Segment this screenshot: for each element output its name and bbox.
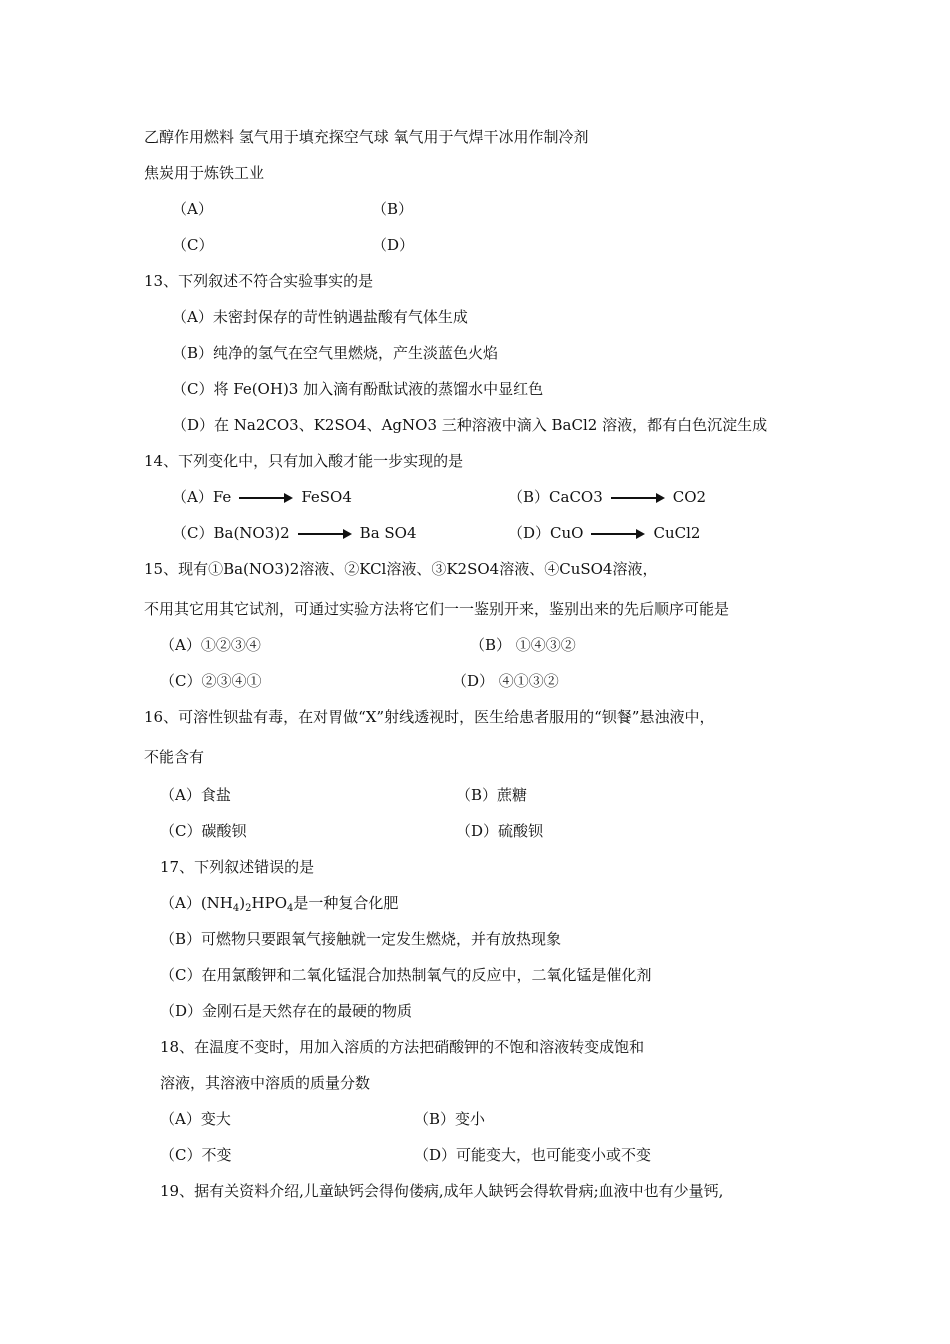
q17-stem: 17、下列叙述错误的是 xyxy=(160,858,315,876)
q12-line2: 焦炭用于炼铁工业 xyxy=(144,164,265,182)
q14-c-product: Ba SO4 xyxy=(359,524,417,542)
q14-option-a xyxy=(172,487,352,507)
q15-option-a: （A）①②③④ xyxy=(160,636,261,654)
q18-option-a: （A）变大 xyxy=(160,1110,231,1128)
q16-stem: 16、可溶性钡盐有毒，在对胃做“X”射线透视时，医生给患者服用的“钡餐”悬浊液中， xyxy=(144,708,715,726)
q18-stem-line2: 溶液，其溶液中溶质的质量分数 xyxy=(160,1074,371,1092)
q15-stem: 15、现有①Ba(NO3)2溶液、②KCl溶液、③K2SO4溶液、④CuSO4溶液， xyxy=(144,560,658,578)
q14-c-reactant: （C）Ba(NO3)2 xyxy=(172,524,290,542)
q14-stem: 14、下列变化中，只有加入酸才能一步实现的是 xyxy=(144,452,464,470)
reaction-arrow-icon xyxy=(298,529,352,539)
q14-a-product: FeSO4 xyxy=(301,488,352,506)
q15-option-c: （C）②③④① xyxy=(160,672,262,690)
q18-option-c: （C）不变 xyxy=(160,1146,232,1164)
q17-a-formula-part: ) xyxy=(239,894,246,912)
reaction-arrow-icon xyxy=(591,529,645,539)
q17-a-formula-part: HPO xyxy=(251,894,287,912)
reaction-arrow-icon xyxy=(239,493,293,503)
q18-option-d: （D）可能变大，也可能变小或不变 xyxy=(414,1146,652,1164)
q13-option-d: （D）在 Na2CO3、K2SO4、AgNO3 三种溶液中滴入 BaCl2 溶液，都有白色沉淀生成 xyxy=(172,416,768,434)
q14-option-c xyxy=(172,523,417,543)
q14-a-reactant: （A）Fe xyxy=(172,488,232,506)
q12-option-a: （A） xyxy=(172,200,213,218)
q17-a-text: 是一种复合化肥 xyxy=(293,894,399,912)
q17-a-subscript: 2 xyxy=(245,903,252,914)
q17-a-formula-part: （A）(NH xyxy=(160,894,233,912)
q12-option-c: （C） xyxy=(172,236,214,254)
q16-option-c: （C）碳酸钡 xyxy=(160,822,247,840)
q12-option-b: （B） xyxy=(372,200,414,218)
q15-option-b: （B） ①④③② xyxy=(470,636,576,654)
q18-stem: 18、在温度不变时，用加入溶质的方法把硝酸钾的不饱和溶液转变成饱和 xyxy=(160,1038,645,1056)
q18-option-b: （B）变小 xyxy=(414,1110,486,1128)
q16-option-b: （B）蔗糖 xyxy=(456,786,528,804)
q17-a-subscript: 4 xyxy=(232,903,240,914)
q14-option-b xyxy=(508,487,706,507)
q13-option-b: （B）纯净的氢气在空气里燃烧，产生淡蓝色火焰 xyxy=(172,344,499,362)
q16-stem-line2: 不能含有 xyxy=(144,748,205,766)
q14-option-d xyxy=(508,523,700,543)
q14-b-reactant: （B）CaCO3 xyxy=(508,488,603,506)
q17-option-d: （D）金刚石是天然存在的最硬的物质 xyxy=(160,1002,413,1020)
q17-option-c: （C）在用氯酸钾和二氧化锰混合加热制氧气的反应中，二氧化锰是催化剂 xyxy=(160,966,652,984)
q14-d-product: CuCl2 xyxy=(653,524,701,542)
q17-option-a xyxy=(160,893,398,913)
q14-b-product: CO2 xyxy=(672,488,707,506)
q16-option-d: （D）硫酸钡 xyxy=(456,822,544,840)
q12-line1: 乙醇作用燃料 氢气用于填充探空气球 氧气用于气焊干冰用作制冷剂 xyxy=(144,128,589,146)
q13-option-a: （A）未密封保存的苛性钠遇盐酸有气体生成 xyxy=(172,308,468,326)
q13-option-c: （C）将 Fe(OH)3 加入滴有酚酞试液的蒸馏水中显红色 xyxy=(172,380,544,398)
q12-option-d: （D） xyxy=(372,236,415,254)
q19-stem: 19、据有关资料介绍,儿童缺钙会得佝偻病,成年人缺钙会得软骨病;血液中也有少量钙, xyxy=(160,1182,724,1200)
q15-stem-line2: 不用其它用其它试剂，可通过实验方法将它们一一鉴别开来，鉴别出来的先后顺序可能是 xyxy=(144,600,730,618)
q14-d-reactant: （D）CuO xyxy=(508,524,584,542)
q16-option-a: （A）食盐 xyxy=(160,786,231,804)
q17-a-subscript: 4 xyxy=(287,903,294,914)
q15-option-d: （D） ④①③② xyxy=(452,672,559,690)
reaction-arrow-icon xyxy=(611,493,665,503)
q13-stem: 13、下列叙述不符合实验事实的是 xyxy=(144,272,374,290)
q17-option-b: （B）可燃物只要跟氧气接触就一定发生燃烧，并有放热现象 xyxy=(160,930,562,948)
